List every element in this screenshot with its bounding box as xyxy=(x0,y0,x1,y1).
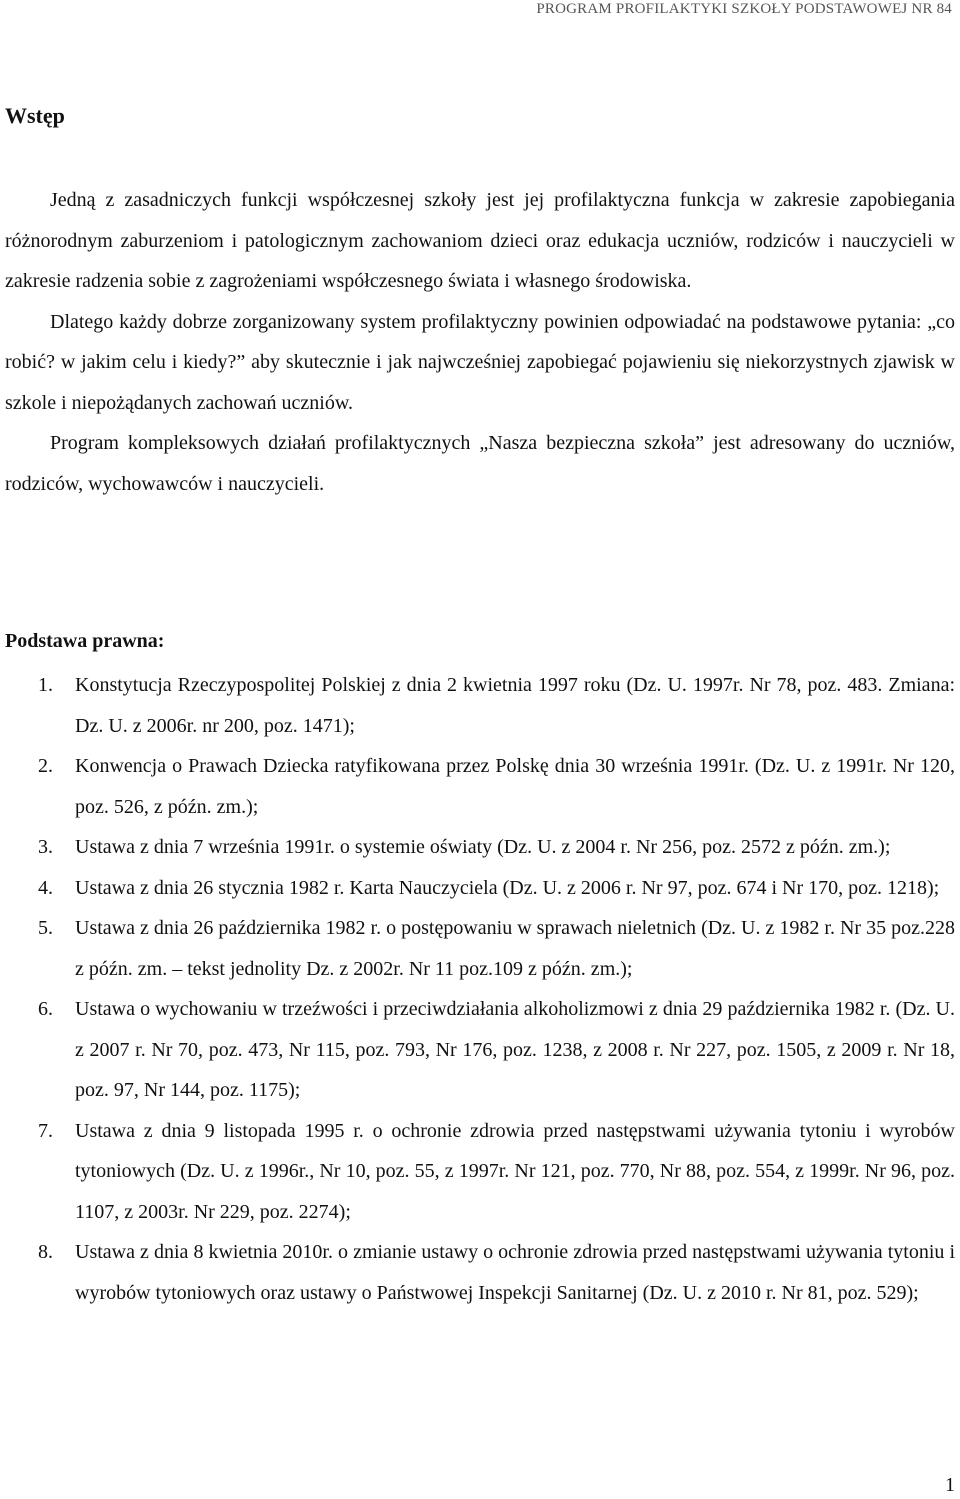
section-title-legal-basis: Podstawa prawna: xyxy=(5,630,165,652)
list-item-text: Ustawa z dnia 7 września 1991r. o systemie oświaty (Dz. U. z 2004 r. Nr 256, poz. 2572 z późn. zm.); xyxy=(75,836,891,858)
section-title-intro: Wstęp xyxy=(5,103,65,128)
list-item xyxy=(5,746,955,827)
list-item xyxy=(5,827,955,868)
list-item-text: Konwencja o Prawach Dziecka ratyfikowana przez Polskę dnia 30 września 1991r. (Dz. U. z 1991r. Nr 120, poz. 526, z późn. zm.); xyxy=(75,755,955,818)
list-item-number: 1. xyxy=(38,674,53,696)
list-item-text: Ustawa o wychowaniu w trzeźwości i przeciwdziałania alkoholizmowi z dnia 29 października 1982 r. (Dz. U. z 2007 r. Nr 70, poz. 473, Nr 115, poz. 793, Nr 176, poz. 1238, z 2008 r. Nr 227, poz. 1505, z 2009 r. Nr 18, poz. 97, Nr 144, poz. 1175); xyxy=(75,998,955,1101)
list-item-text: Konstytucja Rzeczypospolitej Polskiej z dnia 2 kwietnia 1997 roku (Dz. U. 1997r. Nr 78, poz. 483. Zmiana: Dz. U. z 2006r. nr 200, poz. 1471); xyxy=(75,674,955,737)
list-item xyxy=(5,989,955,1111)
list-item xyxy=(5,1232,955,1313)
list-item-number: 4. xyxy=(38,876,53,899)
list-item-text: Ustawa z dnia 26 października 1982 r. o postępowaniu w sprawach nieletnich (Dz. U. z 1982 r. Nr 35 poz.228 z późn. zm. – tekst jednolity Dz. z 2002r. Nr 11 poz.109 z późn. zm.); xyxy=(75,917,955,980)
running-header: PROGRAM PROFILAKTYKI SZKOŁY PODSTAWOWEJ NR 84 xyxy=(536,1,952,17)
list-item xyxy=(5,868,955,909)
list-item-number: 5. xyxy=(38,917,53,939)
intro-paragraph-1: Jedną z zasadniczych funkcji współczesnej szkoły jest jej profilaktyczna funkcja w zakresie zapobiegania różnorodnym zaburzeniom i patologicznym zachowaniom dzieci oraz edukacja uczniów, rodziców i nauczycieli w zakresie radzenia sobie z zagrożeniami współczesnego świata i własnego środowiska. xyxy=(5,189,955,292)
list-item-text: Ustawa z dnia 26 stycznia 1982 r. Karta Nauczyciela (Dz. U. z 2006 r. Nr 97, poz. 674 i Nr 170, poz. 1218); xyxy=(75,876,940,899)
list-item-number: 6. xyxy=(38,998,53,1020)
list-item-number: 7. xyxy=(38,1119,53,1142)
list-item-text: Ustawa z dnia 8 kwietnia 2010r. o zmianie ustawy o ochronie zdrowia przed następstwami używania tytoniu i wyrobów tytoniowych oraz ustawy o Państwowej Inspekcji Sanitarnej (Dz. U. z 2010 r. Nr 81, poz. 529); xyxy=(75,1241,955,1304)
intro-paragraph-3: Program kompleksowych działań profilaktycznych „Nasza bezpieczna szkoła” jest adresowany do uczniów, rodziców, wychowawców i nauczycieli. xyxy=(5,432,955,495)
list-item-number: 2. xyxy=(38,755,53,777)
list-item xyxy=(5,1111,955,1233)
page-number: 1 xyxy=(945,1474,955,1496)
legal-basis-list xyxy=(5,665,955,1313)
list-item-text: Ustawa z dnia 9 listopada 1995 r. o ochronie zdrowia przed następstwami używania tytoniu i wyrobów tytoniowych (Dz. U. z 1996r., Nr 10, poz. 55, z 1997r. Nr 121, poz. 770, Nr 88, poz. 554, z 1999r. Nr 96, poz. 1107, z 2003r. Nr 229, poz. 2274); xyxy=(75,1119,955,1223)
list-item xyxy=(5,665,955,746)
list-item-number: 8. xyxy=(38,1241,53,1263)
list-item-number: 3. xyxy=(38,836,53,858)
intro-paragraph-2: Dlatego każdy dobrze zorganizowany system profilaktyczny powinien odpowiadać na podstawowe pytania: „co robić? w jakim celu i kiedy?” aby skutecznie i jak najwcześniej zapobiegać pojawieniu się niekorzystnych zjawisk w szkole i niepożądanych zachowań uczniów. xyxy=(5,310,955,414)
list-item xyxy=(5,908,955,989)
intro-section xyxy=(5,180,955,504)
